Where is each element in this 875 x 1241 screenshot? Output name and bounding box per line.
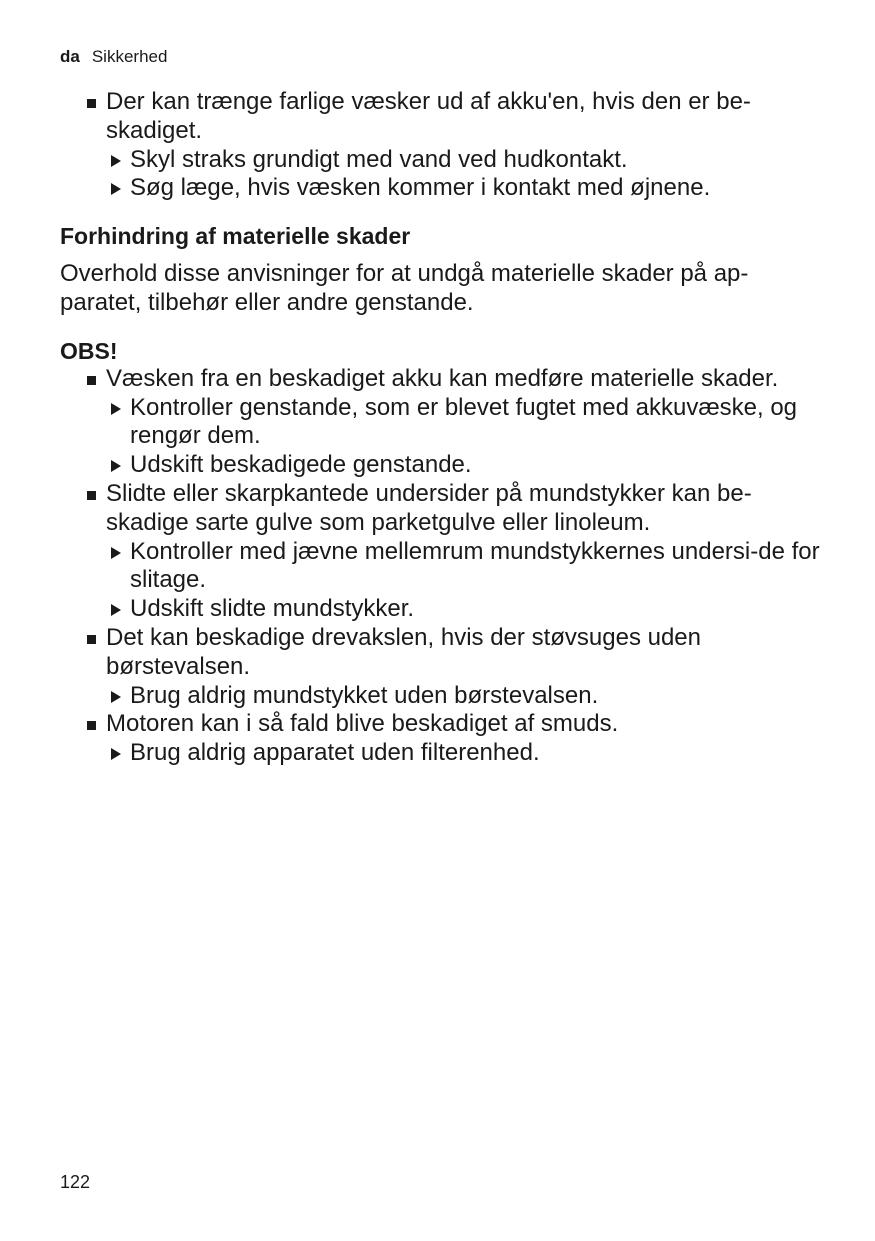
instruction-step: [60, 451, 820, 480]
square-bullet-icon: [87, 491, 96, 500]
instruction-step: [60, 682, 820, 711]
arrow-right-icon: [111, 748, 121, 760]
square-bullet-icon: [87, 376, 96, 385]
arrow-right-icon: [111, 460, 121, 472]
arrow-right-icon: [111, 691, 121, 703]
step-text: Udskift slidte mundstykker.: [130, 595, 415, 623]
instruction-step: [60, 538, 820, 596]
step-text: Brug aldrig mundstykket uden børstevalsen.: [130, 681, 599, 709]
notice-label: OBS!: [60, 337, 118, 364]
warning-bullet: [60, 88, 820, 146]
bullet-text: Motoren kan i så fald blive beskadiget af smuds.: [106, 710, 619, 738]
instruction-step: [60, 739, 820, 768]
section-intro: Overhold disse anvisninger for at undgå materielle skader på ap-paratet, tilbehør eller andre genstande.: [60, 260, 749, 316]
bullet-text: Væsken fra en beskadiget akku kan medføre materielle skader.: [106, 364, 779, 392]
arrow-right-icon: [111, 403, 121, 415]
arrow-right-icon: [111, 155, 121, 167]
step-text: Brug aldrig apparatet uden filterenhed.: [130, 739, 540, 767]
instruction-step: [60, 595, 820, 624]
notice-bullet: [60, 624, 820, 682]
bullet-text: Der kan trænge farlige væsker ud af akku'en, hvis den er be-skadiget.: [106, 88, 751, 144]
language-code: da: [60, 47, 80, 66]
section-name: Sikkerhed: [91, 47, 168, 66]
page-header: [60, 47, 167, 67]
step-text: Kontroller genstande, som er blevet fugtet med akkuvæske, og rengør dem.: [130, 393, 798, 450]
square-bullet-icon: [87, 721, 96, 730]
arrow-right-icon: [111, 604, 121, 616]
step-text: Søg læge, hvis væsken kommer i kontakt med øjnene.: [130, 174, 711, 202]
bullet-text: Slidte eller skarpkantede undersider på mundstykker kan be-skadige sarte gulve som parketgulve eller linoleum.: [106, 479, 752, 536]
page-number: 122: [60, 1172, 91, 1192]
instruction-step: [60, 146, 820, 175]
arrow-right-icon: [111, 183, 121, 195]
section-title: Forhindring af materielle skader: [60, 223, 411, 250]
instruction-step: [60, 394, 820, 452]
notice-bullet: [60, 480, 820, 538]
page-content: [60, 88, 820, 768]
instruction-step: [60, 174, 820, 203]
step-text: Skyl straks grundigt med vand ved hudkontakt.: [130, 145, 628, 173]
notice-bullet: [60, 710, 820, 739]
step-text: Udskift beskadigede genstande.: [130, 451, 472, 479]
step-text: Kontroller med jævne mellemrum mundstykkernes undersi-de for slitage.: [130, 537, 820, 594]
arrow-right-icon: [111, 547, 121, 559]
square-bullet-icon: [87, 99, 96, 108]
square-bullet-icon: [87, 635, 96, 644]
bullet-text: Det kan beskadige drevakslen, hvis der støvsuges uden børstevalsen.: [106, 623, 701, 680]
notice-bullet: [60, 365, 820, 394]
